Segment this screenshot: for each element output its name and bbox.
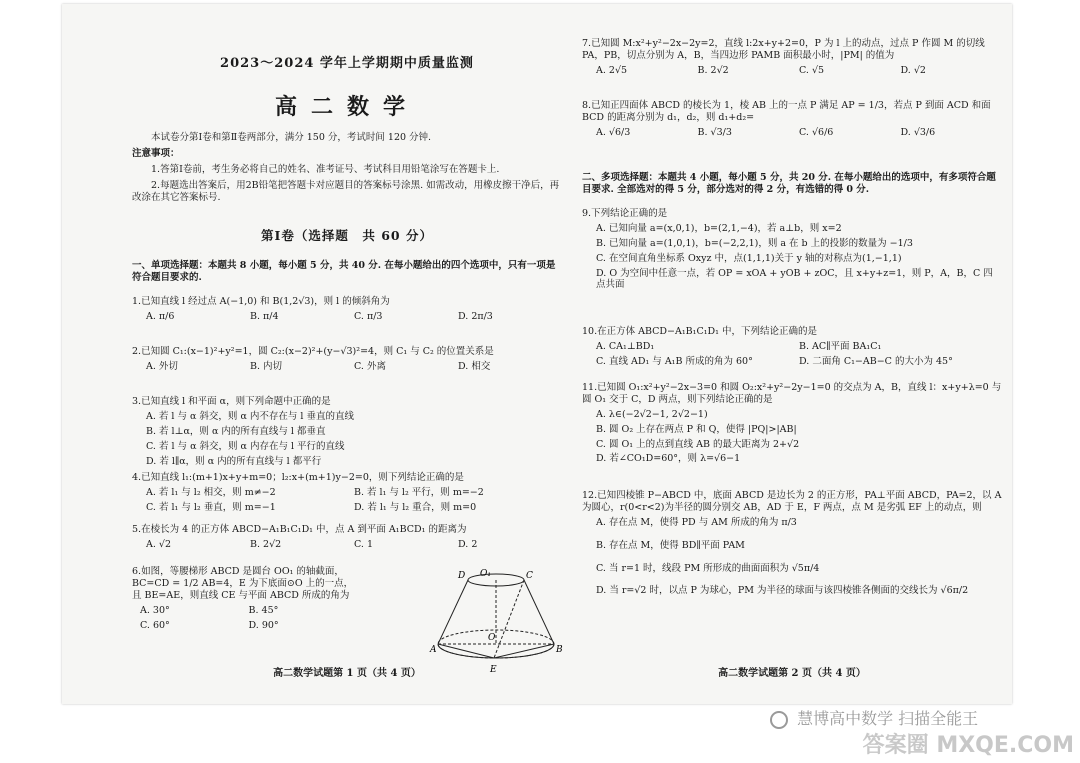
question-stem: 1.已知直线 l 经过点 A(−1,0) 和 B(1,2√3)，则 l 的倾斜角为 [132,296,390,307]
exam-sheet [62,4,1012,704]
option-a: A. 外切 [146,360,178,372]
question-2 [132,346,562,376]
option-d: D. 2π/3 [458,310,493,322]
option-a: A. π/6 [146,310,175,322]
exam-title: 2023～2024 学年上学期期中质量监测 [220,56,474,71]
exam-instructions [132,132,562,207]
option-c: C. 1 [354,538,374,550]
notice-1: 1.答第Ⅰ卷前，考生务必将自己的姓名、准考证号、考试科目用铅笔涂写在答题卡上. [151,163,500,175]
option-a: A. 2√5 [596,64,628,76]
option-a: A. 若 l 与 α 斜交，则 α 内不存在与 l 垂直的直线 [146,410,354,422]
option-a: A. 若 l₁ 与 l₂ 相交，则 m≠−2 [146,486,276,498]
option-a: A. 已知向量 a=(x,0,1)，b=(2,1,−4)，若 a⊥b，则 x=2 [596,222,842,234]
notice-title: 注意事项： [132,147,180,159]
question-stem: 2.已知圆 C₁:(x−1)²+y²=1，圆 C₂:(x−2)²+(y−√3)²=4，则 C₁ 与 C₂ 的位置关系是 [132,346,494,357]
option-c: C. π/3 [354,310,383,322]
option-c: C. 圆 O₁ 上的点到直线 AB 的最大距离为 2+√2 [596,438,800,450]
option-c: C. 当 r=1 时，线段 PM 所形成的曲面面积为 √5π/4 [596,562,820,574]
brand-text: 慧博高中数学 扫描全能王 [797,709,979,728]
question-6 [132,566,357,634]
option-a: A. 存在点 M，使得 PD 与 AM 所成的角为 π/3 [596,516,797,528]
label-a: A [430,645,437,655]
option-a: A. CA₁⊥BD₁ [596,340,655,352]
question-7 [582,38,1002,80]
frustum-figure [432,566,567,678]
question-8 [582,100,1002,142]
question-stem: 6.如图，等腰梯形 ABCD 是圆台 OO₁ 的轴截面，BC=CD = 1/2 AB=4，E 为下底面⊙O 上的一点，且 BE=AE，则直线 CE 与平面 ABCD 所成的角为 [132,566,354,601]
option-d: D. 90° [248,619,279,631]
question-stem: 8.已知正四面体 ABCD 的棱长为 1，棱 AB 上的一点 P 满足 AP = 1/3，若点 P 到面 ACD 和面 BCD 的距离分别为 d₁，d₂，则 d₁+d₂= [582,100,991,123]
option-d: D. O 为空间中任意一点，若 OP = xOA + yOB + zOC，且 x+y+z=1，则 P，A，B，C 四点共面 [596,267,993,291]
question-stem: 7.已知圆 M:x²+y²−2x−2y=2，直线 l:2x+y+2=0，P 为 l 上的动点，过点 P 作圆 M 的切线 PA，PB，切点分别为 A，B，当四边形 PAMB 面积最小时，|PM| 的值为 [582,38,985,61]
intro-line: 本试卷分第Ⅰ卷和第Ⅱ卷两部分，满分 150 分，考试时间 120 分钟. [151,132,432,143]
option-c: C. 在空间直角坐标系 Oxyz 中，点(1,1,1)关于 y 轴的对称点为(1,−1,1) [596,252,902,264]
question-stem: 12.已知四棱锥 P−ABCD 中，底面 ABCD 是边长为 2 的正方形，PA⊥平面 ABCD，PA=2，以 A 为圆心，r(0<r<2)为半径的圆分别交 AB，AD 于 E，F 两点，点 M 是劣弧 EF 上的动点，则 [582,490,1002,513]
option-d: D. 相交 [458,360,491,372]
option-b: B. √3/3 [697,126,732,138]
option-b: B. π/4 [250,310,279,322]
option-b: B. 存在点 M，使得 BD∥平面 PAM [596,539,745,551]
option-b: B. AC∥平面 BA₁C₁ [799,340,882,352]
brand-caption [770,706,978,729]
wechat-icon [770,711,788,729]
question-stem: 4.已知直线 l₁:(m+1)x+y+m=0；l₂:x+(m+1)y−2=0，则下列结论正确的是 [132,472,464,483]
question-4 [132,472,562,517]
label-o1: O₁ [480,569,491,579]
label-e: E [490,665,497,675]
question-stem: 3.已知直线 l 和平面 α，则下列命题中正确的是 [132,396,331,407]
option-c: C. √5 [799,64,825,76]
section-2-title: 二、多项选择题：本题共 4 小题，每小题 5 分，共 20 分. 在每小题给出的选项中，有多项符合题目要求. 全部选对的得 5 分，部分选对的得 2 分，有选错的得 0 分. [582,172,996,195]
option-d: D. 若 l∥α，则 α 内的所有直线与 l 都平行 [146,455,322,467]
label-b: B [556,645,563,655]
section-1-title: 一、单项选择题：本题共 8 小题，每小题 5 分，共 40 分. 在每小题给出的四个选项中，只有一项是符合题目要求的. [132,260,556,283]
page-1 [132,4,562,704]
question-stem: 9.下列结论正确的是 [582,208,668,219]
option-b: B. 45° [248,604,279,616]
page-2-footer: 高二数学试题第 2 页（共 4 页） [718,668,866,679]
option-d: D. 2 [458,538,478,550]
subject-title: 高二数学 [274,94,419,120]
option-c: C. 若 l₁ 与 l₂ 垂直，则 m=−1 [146,501,276,513]
question-stem: 5.在棱长为 4 的正方体 ABCD−A₁B₁C₁D₁ 中，点 A 到平面 A₁BCD₁ 的距离为 [132,524,467,535]
question-1 [132,296,562,326]
question-stem: 10.在正方体 ABCD−A₁B₁C₁D₁ 中，下列结论正确的是 [582,326,817,337]
option-d: D. 当 r=√2 时，以点 P 为球心，PM 为半径的球面与该四棱锥各侧面的交线长为 √6π/2 [596,585,969,597]
question-9 [582,208,1002,294]
page-2 [582,4,1002,704]
option-c: C. 直线 AD₁ 与 A₁B 所成的角为 60° [596,355,753,367]
option-b: B. 已知向量 a=(1,0,1)，b=(−2,2,1)，则 a 在 b 上的投影的数量为 −1/3 [596,237,913,249]
option-b: B. 若 l⊥α，则 α 内的所有直线与 l 都垂直 [146,425,326,437]
option-b: B. 2√2 [697,64,729,76]
option-d: D. √3/6 [900,126,936,138]
notice-2: 2.每题选出答案后，用2B铅笔把答题卡对应题目的答案标号涂黑. 如需改动，用橡皮擦干净后，再改涂在其它答案标号. [132,179,560,203]
question-11 [582,382,1002,468]
option-b: B. 内切 [250,360,283,372]
label-o: O [488,633,496,643]
question-10 [582,326,1002,371]
option-d: D. 若∠CO₁D=60°，则 λ=√6−1 [596,453,741,465]
label-d: D [458,571,466,581]
option-b: B. 圆 O₂ 上存在两点 P 和 Q，使得 |PQ|>|AB| [596,423,797,435]
page-1-footer: 高二数学试题第 1 页（共 4 页） [273,668,421,679]
watermark: 答案圈 MXQE.COM [862,733,1074,758]
option-c: C. 外离 [354,360,386,372]
option-d: D. √2 [900,64,926,76]
option-b: B. 若 l₁ 与 l₂ 平行，则 m=−2 [354,486,484,498]
part-1-title: 第Ⅰ卷（选择题 共 60 分） [261,228,433,243]
option-a: A. λ∈(−2√2−1, 2√2−1) [596,408,708,420]
option-a: A. √6/3 [596,126,631,138]
option-c: C. √6/6 [799,126,834,138]
option-d: D. 若 l₁ 与 l₂ 重合，则 m=0 [354,501,477,513]
label-c: C [526,571,533,581]
option-c: C. 60° [140,619,170,631]
option-a: A. 30° [140,604,170,616]
option-c: C. 若 l 与 α 斜交，则 α 内存在与 l 平行的直线 [146,440,345,452]
question-12 [582,490,1002,600]
question-stem: 11.已知圆 O₁:x²+y²−2x−3=0 和圆 O₂:x²+y²−2y−1=0 的交点为 A，B，直线 l：x+y+λ=0 与圆 O₁ 交于 C，D 两点，则下列结论正确的是 [582,382,1002,405]
option-b: B. 2√2 [250,538,282,550]
question-5 [132,524,562,554]
option-a: A. √2 [146,538,171,550]
option-d: D. 二面角 C₁−AB−C 的大小为 45° [799,355,953,367]
question-3 [132,396,562,470]
